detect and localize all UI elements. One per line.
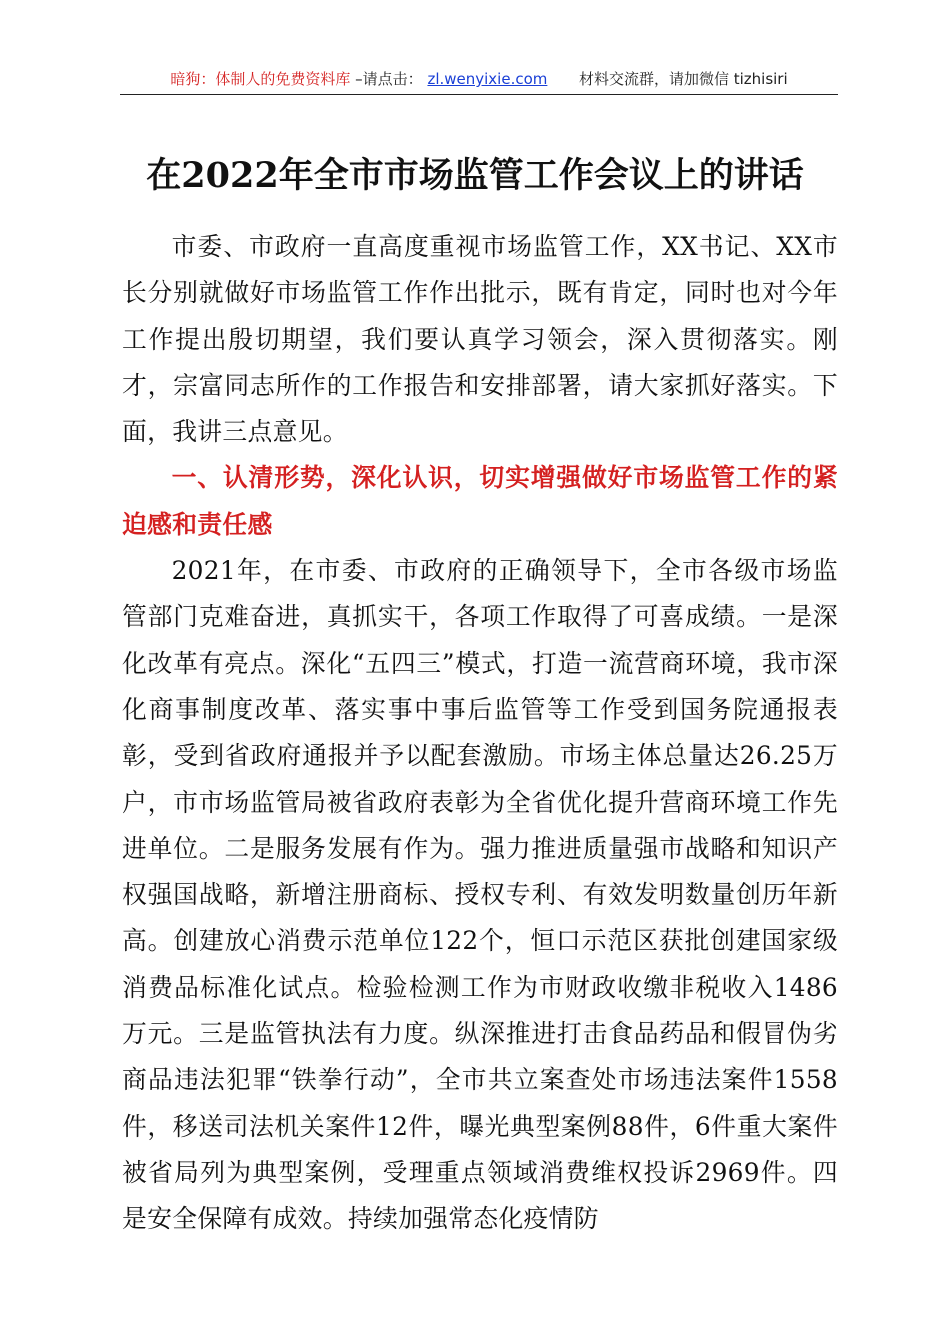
section-1-heading: 一、认清形势，深化认识，切实增强做好市场监管工作的紧迫感和责任感	[122, 463, 838, 539]
document-title: 在2022年全市市场监管工作会议上的讲话	[146, 155, 804, 196]
section-1-paragraph: 2021年，在市委、市政府的正确领导下，全市各级市场监管部门克难奋进，真抓实干，各项工作取得了可喜成绩。一是深化改革有亮点。深化“五四三”模式，打造一流营商环境，我市深化商事制度改革、落实事中事后监管等工作受到国务院通报表彰，受到省政府通报并予以配套激励。市场主体总量达26.25万户，市市场监管局被省政府表彰为全省优化提升营商环境工作先进单位。二是服务发展有作为。强力推进质量强市战略和知识产权强国战略，新增注册商标、授权专利、有效发明数量创历年新高。创建放心消费示范单位122个，恒口示范区获批创建国家级消费品标准化试点。检验检测工作为市财政收缴非税收入1486万元。三是监管执法有力度。纵深推进打击食品药品和假冒伪劣商品违法犯罪“铁拳行动”，全市共立案查处市场违法案件1558件，移送司法机关案件12件，曝光典型案例88件，6件重大案件被省局列为典型案例，受理重点领域消费维权投诉2969件。四是安全保障有成效。持续加强常态化疫情防	[122, 556, 838, 1234]
header-brand: 暗狗：体制人的免费资料库	[170, 70, 351, 88]
document-body	[122, 224, 838, 1243]
header-click-prompt: –请点击：	[355, 70, 423, 88]
watermark-header	[120, 64, 838, 95]
header-link[interactable]: zl.wenyixie.com	[427, 70, 548, 88]
intro-paragraph: 市委、市政府一直高度重视市场监管工作，XX书记、XX市长分别就做好市场监管工作作出批示，既有肯定，同时也对今年工作提出殷切期望，我们要认真学习领会，深入贯彻落实。刚才，宗富同志所作的工作报告和安排部署，请大家抓好落实。下面，我讲三点意见。	[122, 232, 838, 447]
header-contact: 材料交流群，请加微信 tizhisiri	[578, 70, 788, 88]
